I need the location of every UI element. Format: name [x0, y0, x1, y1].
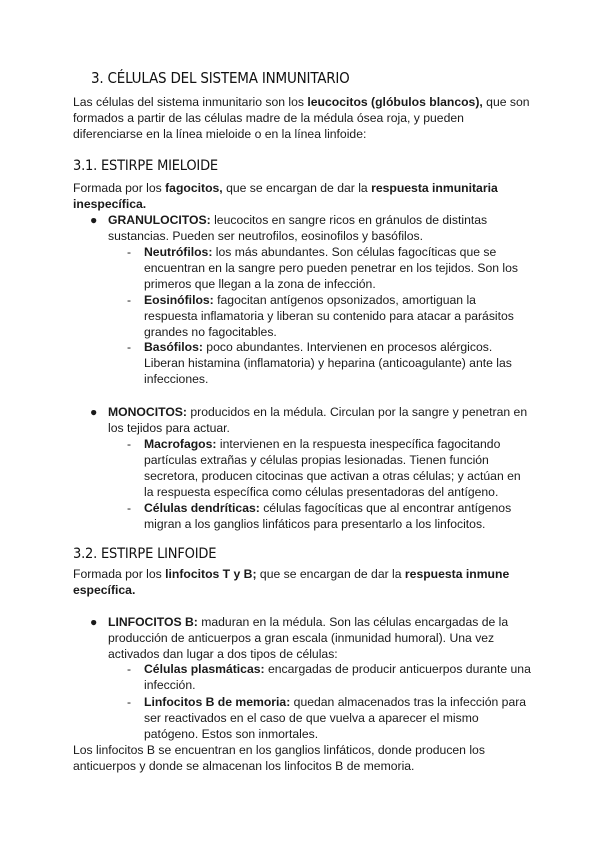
bullet-icon: ● — [90, 213, 98, 227]
sub-item-basofilos: - Basófilos: poco abundantes. Intervienen en procesos alérgicos. Liberan histamina (inflamatoria) y heparina (anticoagulante) ante las infecciones. — [127, 340, 512, 386]
section-3-2-closing: Los linfocitos B se encuentran en los ganglios linfáticos, donde producen los anticuerpos y donde se almacenan los linfocitos B de memoria. — [73, 743, 485, 773]
dash-icon: - — [127, 437, 132, 451]
sub-item-neutrofilos: - Neutrófilos: los más abundantes. Son células fagocíticas que se encuentran en la sangre pero pueden penetrar en los tejidos. Son los primeros que llegan a la zona de infección. — [127, 245, 519, 291]
dash-icon: - — [127, 245, 132, 259]
list-item-linfocitos-b: ● LINFOCITOS B: maduran en la médula. Son las células encargadas de la producción de anticuerpos a gran escala (inmunidad humoral). Una vez activados dan lugar a dos tipos de células: — [90, 615, 509, 661]
dash-icon: - — [127, 501, 132, 515]
dash-icon: - — [127, 662, 132, 676]
bullet-icon: ● — [90, 615, 98, 629]
sub-item-celulas-plasmaticas: - Células plasmáticas: encargadas de producir anticuerpos durante una infección. — [127, 662, 531, 692]
sub-item-eosinofilos: - Eosinófilos: fagocitan antígenos opsonizados, amortiguan la respuesta inflamatoria y liberan su contenido para atacar a parásitos grandes no fagocitables. — [127, 293, 514, 339]
sub-item-macrofagos: - Macrofagos: intervienen en la respuesta inespecífica fagocitando partículas extrañas y células propias lesionadas. Tienen función secretora, producen citocinas que activan a otras células; y actúan en la respuesta específica como células presentadoras del antígeno. — [127, 437, 521, 499]
section-3-intro: Las células del sistema inmunitario son los leucocitos (glóbulos blancos), que son formados a partir de las células madre de la médula ósea roja, y pueden diferenciarse en la línea mieloide o en la línea linfoide: — [73, 95, 530, 141]
dash-icon: - — [127, 293, 132, 307]
section-3-1-intro: Formada por los fagocitos, que se encargan de dar la respuesta inmunitaria inespecífica. — [73, 181, 498, 211]
dash-icon: - — [127, 695, 132, 709]
sub-item-linfocitos-b-memoria: - Linfocitos B de memoria: quedan almacenados tras la infección para ser reactivados en el caso de que vuelva a aparecer el mismo patógeno. Estos son inmortales. — [127, 695, 527, 741]
list-item-granulocitos: ● GRANULOCITOS: leucocitos en sangre ricos en gránulos de distintas sustancias. Pueden ser neutrofilos, eosinofilos y basófilos. — [90, 213, 488, 243]
section-3-2-title: 3.2. ESTIRPE LINFOIDE — [73, 546, 217, 562]
bullet-icon: ● — [90, 405, 98, 419]
dash-icon: - — [127, 340, 132, 354]
sub-item-celulas-dendriticas: - Células dendríticas: células fagocíticas que al encontrar antígenos migran a los ganglios linfáticos para presentarlo a los linfocitos. — [127, 501, 512, 531]
section-3-2-intro: Formada por los linfocitos T y B; que se encargan de dar la respuesta inmune específica. — [73, 567, 510, 597]
section-3-1-title: 3.1. ESTIRPE MIELOIDE — [73, 158, 218, 174]
list-item-monocitos: ● MONOCITOS: producidos en la médula. Circulan por la sangre y penetran en los tejidos para actuar. — [90, 405, 528, 435]
section-3-title: 3. CÉLULAS DEL SISTEMA INMUNITARIO — [91, 69, 350, 87]
